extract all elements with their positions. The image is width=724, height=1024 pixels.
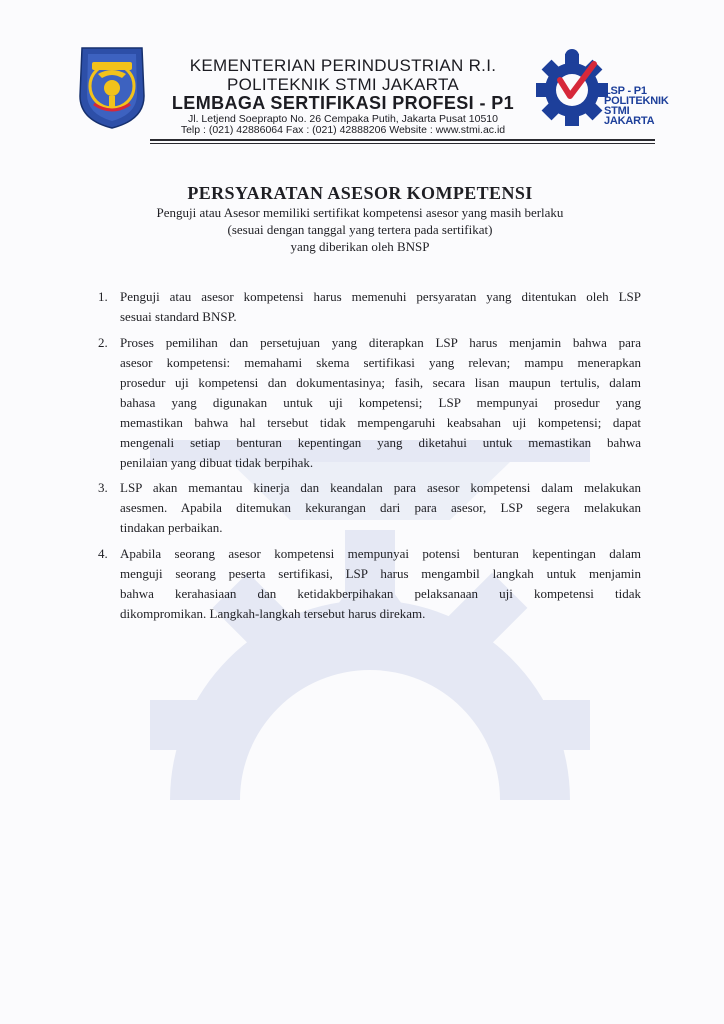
institution-name: POLITEKNIK STMI JAKARTA xyxy=(226,75,460,94)
item-number: 4. xyxy=(98,546,108,561)
header-divider-thin xyxy=(150,143,655,144)
item-line: sesuai standard BNSP. xyxy=(120,309,237,324)
document-title: PERSYARATAN ASESOR KOMPETENSI xyxy=(187,183,533,203)
item-line: Proses pemilihan dan persetujuan yang diterapkan LSP harus menjamin bahwa para xyxy=(120,335,641,350)
item-line: asesor kompetensi: memahami skema sertifikasi yang relevan; mampu menerapkan xyxy=(120,355,641,370)
lsp-logo-line: LSP - P1 xyxy=(604,85,647,97)
item-line: tindakan perbaikan. xyxy=(120,520,223,535)
item-line: Penguji atau asesor kompetensi harus memenuhi persyaratan yang ditentukan oleh LSP xyxy=(120,289,641,304)
politeknik-seal-logo xyxy=(74,44,150,130)
item-line: dikompromikan. Langkah-langkah tersebut harus direkam. xyxy=(120,606,426,621)
agency-name: LEMBAGA SERTIFIKASI PROFESI - P1 xyxy=(171,93,515,113)
lsp-logo-text xyxy=(604,85,669,127)
item-number: 2. xyxy=(98,335,108,350)
item-number: 1. xyxy=(98,289,108,304)
item-line: penilaian yang dibuat tidak berpihak. xyxy=(120,455,314,470)
item-line: memastikan bahwa hal tersebut tidak mempengaruhi keabsahan uji kompetensi; dapat xyxy=(120,415,641,430)
item-line: menguji seorang peserta sertifikasi, LSP harus mengambil langkah untuk menjamin xyxy=(120,566,641,581)
header-divider xyxy=(150,139,655,141)
address-line: Jl. Letjend Soeprapto No. 26 Cempaka Putih, Jakarta Pusat 10510 xyxy=(188,113,498,125)
ministry-name: KEMENTERIAN PERINDUSTRIAN R.I. xyxy=(189,56,497,75)
subtitle-line: (sesuai dengan tanggal yang tertera pada sertifikat) xyxy=(227,222,493,237)
item-line: LSP akan memantau kinerja dan keandalan para asesor kompetensi dalam melakukan xyxy=(120,480,641,495)
item-line: asesmen. Apabila ditemukan kekurangan dari para asesor, LSP segera melakukan xyxy=(120,500,641,515)
item-text xyxy=(120,478,641,538)
contact-line: Telp : (021) 42886064 Fax : (021) 42888206 Website : www.stmi.ac.id xyxy=(180,124,506,136)
subtitle-line: Penguji atau Asesor memiliki sertifikat kompetensi asesor yang masih berlaku xyxy=(156,205,564,220)
item-line: Apabila seorang asesor kompetensi mempunyai potensi benturan kepentingan dalam xyxy=(120,546,641,561)
lsp-logo-line: POLITEKNIK xyxy=(604,95,669,107)
item-text xyxy=(120,333,641,473)
item-number: 3. xyxy=(98,480,108,495)
item-text xyxy=(120,287,641,327)
lsp-logo-line: STMI JAKARTA xyxy=(604,105,655,127)
subtitle-line: yang diberikan oleh BNSP xyxy=(290,239,430,254)
item-line: bahwa kerahasiaan dan ketidakberpihakan pelaksanaan uji kompetensi tidak xyxy=(120,586,641,601)
item-line: mengenali setiap benturan kepentingan yang diketahui untuk memastikan bahwa xyxy=(120,435,641,450)
item-line: bahasa yang digunakan untuk uji kompetensi; LSP mempunyai prosedur yang xyxy=(120,395,641,410)
item-text xyxy=(120,544,641,624)
item-line: prosedur uji kompetensi dan dokumentasinya; fasih, secara lisan maupun tertulis, dalam xyxy=(120,375,641,390)
